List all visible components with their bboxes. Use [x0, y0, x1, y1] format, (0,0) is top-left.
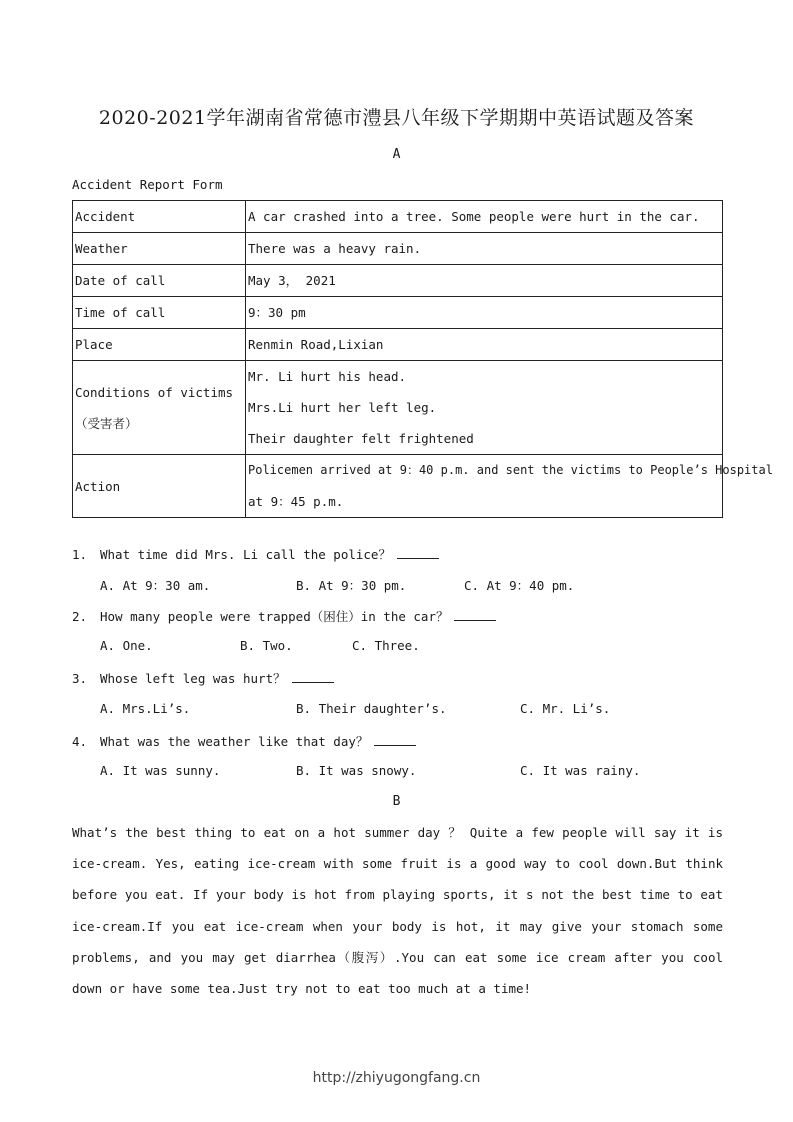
question-number: 2. — [72, 609, 88, 624]
row-value: There was a heavy rain. — [246, 233, 723, 265]
value-line: Mrs.Li hurt her left leg. — [248, 400, 437, 415]
row-value: May 3， 2021 — [246, 265, 723, 297]
reading-passage: What’s the best thing to eat on a hot summer day ？ Quite a few people will say it is ice-cream. Yes, eating ice-cream with some fruit is a good way to cool down.But think before you eat. If your body is hot from playing sports, it s not the best time to eat ice-cream.If you eat ice-cream when your body is hot, it may give your stomach some problems, and you may get diarrhea（腹泻）.You can eat some ice cream after you cool down or have some tea.Just try not to eat too much at a time! — [72, 825, 723, 997]
question-1 — [72, 545, 439, 563]
option-c: C. It was rainy. — [520, 763, 641, 778]
question-3 — [72, 669, 334, 687]
row-label: Action — [73, 455, 246, 518]
option-b: B. It was snowy. — [296, 763, 417, 778]
accident-report-table — [72, 200, 773, 518]
option-a: A. Mrs.Li’s. — [100, 701, 191, 716]
row-value — [246, 361, 723, 455]
question-text: Whose left leg was hurt？ — [100, 671, 286, 686]
option-a: A. It was sunny. — [100, 763, 221, 778]
row-value: 9：30 pm — [246, 297, 723, 329]
question-4 — [72, 732, 416, 750]
table-row — [73, 297, 723, 329]
value-line: Policemen arrived at 9：40 p.m. and sent the victims to People’s Hospital — [248, 463, 773, 477]
option-c: C. Mr. Li’s. — [520, 701, 611, 716]
answer-blank[interactable] — [292, 672, 334, 683]
form-label: Accident Report Form — [72, 177, 223, 192]
table-row — [73, 361, 723, 455]
answer-blank[interactable] — [397, 548, 439, 559]
option-a: A. One. — [100, 638, 153, 653]
question-number: 1. — [72, 547, 88, 562]
table-row — [73, 329, 723, 361]
option-c: C. At 9：40 pm. — [464, 578, 575, 593]
section-a-heading: A — [392, 147, 401, 162]
question-text: What was the weather like that day？ — [100, 734, 369, 749]
question-text: What time did Mrs. Li call the police？ — [100, 547, 391, 562]
row-value: Renmin Road,Lixian — [246, 329, 723, 361]
table-row — [73, 201, 723, 233]
row-label: Conditions of victims（受害者） — [73, 361, 246, 455]
row-label: Place — [73, 329, 246, 361]
question-2 — [72, 607, 496, 625]
row-value — [246, 455, 773, 518]
question-number: 3. — [72, 671, 88, 686]
option-c: C. Three. — [352, 638, 420, 653]
table-row — [73, 233, 723, 265]
option-b: B. Two. — [240, 638, 293, 653]
table-row — [73, 265, 723, 297]
value-line: at 9：45 p.m. — [248, 494, 344, 509]
value-line: Their daughter felt frightened — [248, 431, 474, 446]
option-b: B. Their daughter’s. — [296, 701, 447, 716]
row-label: Date of call — [73, 265, 246, 297]
row-label: Weather — [73, 233, 246, 265]
footer-url[interactable]: http://zhiyugongfang.cn — [312, 1070, 481, 1086]
option-a: A. At 9：30 am. — [100, 578, 211, 593]
question-number: 4. — [72, 734, 88, 749]
row-label: Accident — [73, 201, 246, 233]
value-line: Mr. Li hurt his head. — [248, 369, 407, 384]
option-b: B. At 9：30 pm. — [296, 578, 407, 593]
answer-blank[interactable] — [454, 610, 496, 621]
section-b-heading: B — [392, 794, 401, 809]
table-row — [73, 455, 723, 518]
row-label: Time of call — [73, 297, 246, 329]
question-text: How many people were trapped（困住）in the car？ — [100, 609, 449, 624]
page-title: 2020-2021学年湖南省常德市澧县八年级下学期期中英语试题及答案 — [98, 107, 695, 129]
answer-blank[interactable] — [374, 735, 416, 746]
row-value: A car crashed into a tree. Some people were hurt in the car. — [246, 201, 723, 233]
